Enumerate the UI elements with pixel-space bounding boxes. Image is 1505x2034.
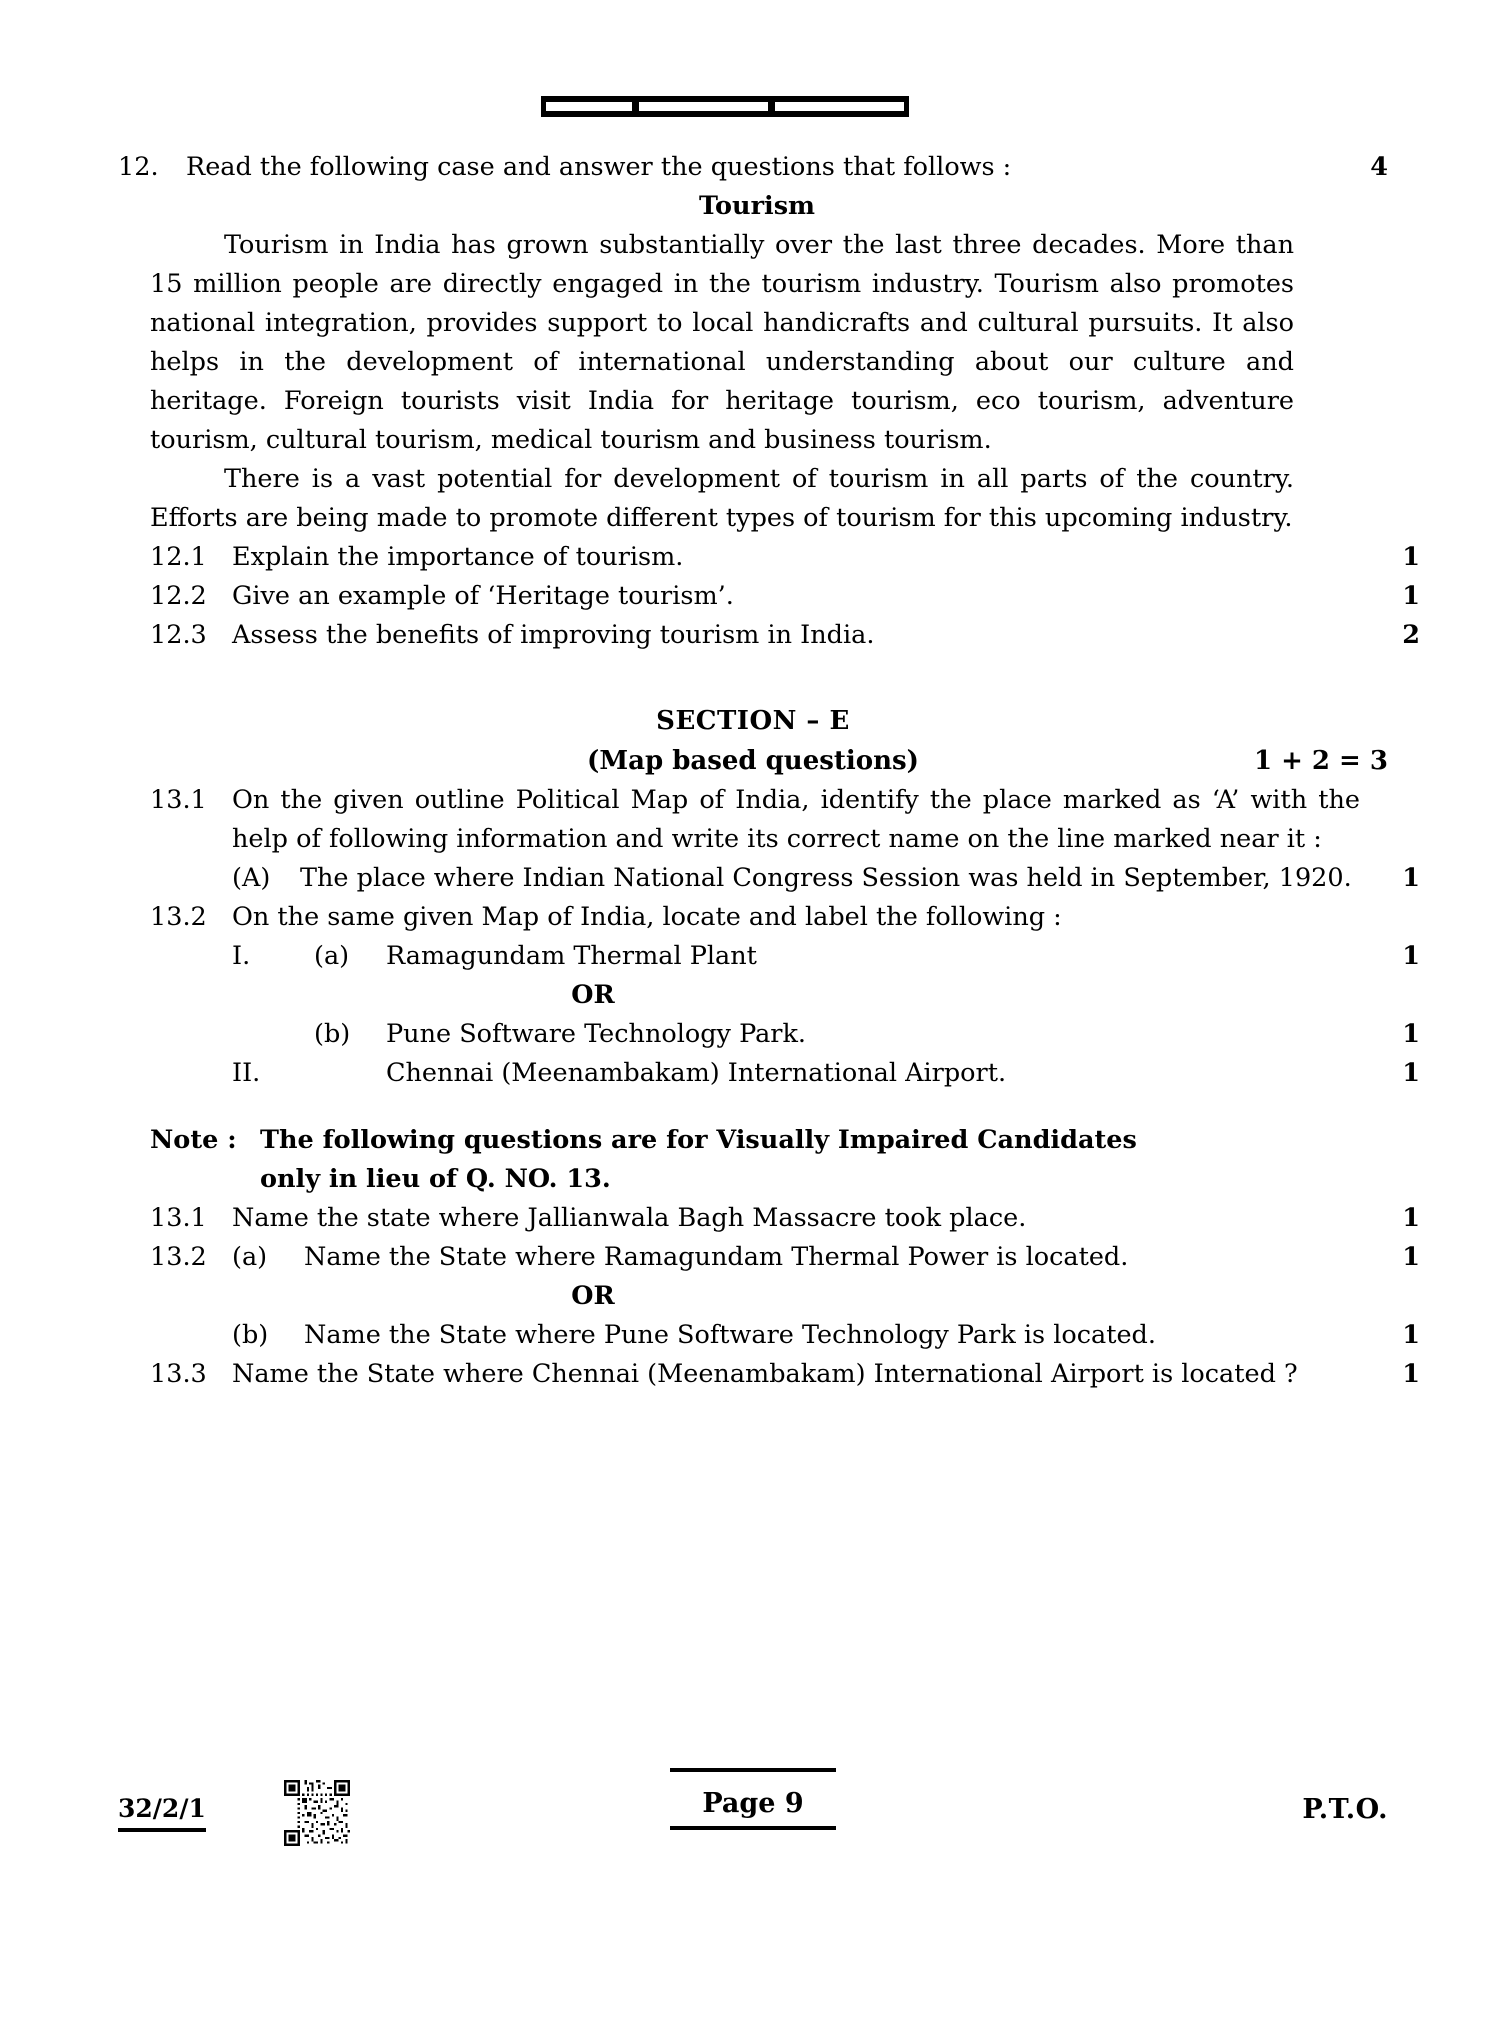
question-12-number: 12. bbox=[118, 152, 159, 182]
note-label: Note : bbox=[150, 1125, 237, 1155]
vi-question-13-1-marks: 1 bbox=[1402, 1203, 1420, 1233]
question-13-2-item-2-text: Chennai (Meenambakam) International Airport. bbox=[386, 1058, 1007, 1088]
question-12-2-row bbox=[150, 577, 1420, 616]
note-text-line-1: The following questions are for Visually Impaired Candidates bbox=[260, 1125, 1137, 1155]
question-12-3-marks: 2 bbox=[1402, 620, 1420, 650]
page-content bbox=[118, 148, 1420, 1394]
question-13-2-row bbox=[150, 898, 1420, 937]
question-13-2-item-letter-b: (b) bbox=[314, 1019, 351, 1049]
question-12-2-number: 12.2 bbox=[150, 581, 207, 611]
marker-segment-3 bbox=[775, 102, 904, 111]
question-13-1-item-a-row bbox=[150, 859, 1420, 898]
vi-question-13-2-letter-a: (a) bbox=[232, 1242, 268, 1272]
vi-question-13-1-number: 13.1 bbox=[150, 1203, 207, 1233]
question-13-1-row bbox=[150, 781, 1420, 859]
case-study-title: Tourism bbox=[698, 191, 816, 221]
vi-question-13-2-marks: 1 bbox=[1402, 1242, 1420, 1272]
question-13-2-item-2-row bbox=[150, 1054, 1420, 1093]
vi-question-13-3-text: Name the State where Chennai (Meenambakam) International Airport is located ? bbox=[232, 1359, 1298, 1389]
question-12-2-marks: 1 bbox=[1402, 581, 1420, 611]
question-12-stem-row bbox=[118, 148, 1388, 187]
question-13-1-number: 13.1 bbox=[150, 785, 207, 815]
note-spacer bbox=[118, 1093, 1388, 1121]
question-13-2-item-letter-a: (a) bbox=[314, 941, 350, 971]
vi-question-13-2-number: 13.2 bbox=[150, 1242, 207, 1272]
alignment-marker-bar bbox=[541, 96, 909, 117]
question-13-2-item-2-marks: 1 bbox=[1402, 1058, 1420, 1088]
vi-question-13-2b-row bbox=[150, 1316, 1420, 1355]
marker-segment-1 bbox=[546, 102, 632, 111]
vi-question-13-1-row bbox=[150, 1199, 1420, 1238]
question-12-1-text: Explain the importance of tourism. bbox=[232, 542, 684, 572]
question-12-3-row bbox=[150, 616, 1420, 655]
question-12-2-text: Give an example of ‘Heritage tourism’. bbox=[232, 581, 734, 611]
case-paragraph-1: Tourism in India has grown substantially over the last three decades. More than 15 million people are directly engaged in the tourism industry. Tourism also promotes national integration, provides support to local handicrafts and cultural pursuits. It also helps in the development of international understanding about our culture and heritage. Foreign tourists visit India for heritage tourism, eco tourism, adventure tourism, cultural tourism, medical tourism and business tourism. bbox=[150, 230, 1294, 455]
section-e-subheading-row bbox=[118, 741, 1388, 781]
question-13-2-item-1a-row bbox=[150, 937, 1420, 976]
question-13-2-item-1b-marks: 1 bbox=[1402, 1019, 1420, 1049]
question-13-2-item-roman-2: II. bbox=[232, 1058, 261, 1088]
question-13-1-item-a-marks: 1 bbox=[1402, 863, 1420, 893]
marker-divider-2 bbox=[768, 102, 775, 111]
section-spacer bbox=[118, 655, 1388, 701]
vi-question-13-3-marks: 1 bbox=[1402, 1359, 1420, 1389]
section-e-subheading: (Map based questions) bbox=[587, 746, 919, 776]
vi-question-13-2-text: Name the State where Ramagundam Thermal Power is located. bbox=[304, 1242, 1129, 1272]
vi-question-13-2b-marks: 1 bbox=[1402, 1320, 1420, 1350]
vi-question-13-2b-text: Name the State where Pune Software Technology Park is located. bbox=[304, 1320, 1156, 1350]
question-13-2-item-1b-text: Pune Software Technology Park. bbox=[386, 1019, 807, 1049]
question-13-2-text: On the same given Map of India, locate and label the following : bbox=[232, 902, 1062, 932]
question-12-1-number: 12.1 bbox=[150, 542, 207, 572]
question-13-2-item-roman-1: I. bbox=[232, 941, 251, 971]
case-title-row bbox=[118, 187, 1388, 226]
vi-question-13-3-row bbox=[150, 1355, 1420, 1394]
question-13-2-item-1a-text: Ramagundam Thermal Plant bbox=[386, 941, 757, 971]
vi-question-13-1-text: Name the state where Jallianwala Bagh Massacre took place. bbox=[232, 1203, 1027, 1233]
question-13-2-or-label: OR bbox=[571, 980, 615, 1010]
pto-label: P.T.O. bbox=[1302, 1794, 1388, 1825]
note-block-row bbox=[150, 1121, 1388, 1160]
section-e-heading: SECTION – E bbox=[656, 706, 850, 736]
vi-question-13-2b-letter: (b) bbox=[232, 1320, 269, 1350]
page-number: Page 9 bbox=[670, 1768, 835, 1830]
vi-question-13-3-number: 13.3 bbox=[150, 1359, 207, 1389]
question-13-2-item-1a-marks: 1 bbox=[1402, 941, 1420, 971]
note-text-line-2: only in lieu of Q. NO. 13. bbox=[260, 1164, 611, 1194]
marker-segment-2 bbox=[639, 102, 768, 111]
question-13-1-text: On the given outline Political Map of India, identify the place marked as ‘A’ with the help of following information and write its correct name on the line marked near it : bbox=[232, 785, 1360, 854]
question-12-1-marks: 1 bbox=[1402, 542, 1420, 572]
question-13-1-item-a-label: (A) bbox=[232, 863, 271, 893]
question-12-stem: Read the following case and answer the questions that follows : bbox=[186, 152, 1012, 182]
section-e-marks: 1 + 2 = 3 bbox=[1253, 746, 1388, 776]
page-number-wrap bbox=[118, 1768, 1388, 1830]
question-12-3-text: Assess the benefits of improving tourism in India. bbox=[232, 620, 875, 650]
question-12-3-number: 12.3 bbox=[150, 620, 207, 650]
question-13-1-item-a-text: The place where Indian National Congress Session was held in September, 1920. bbox=[300, 863, 1352, 893]
paper-code: 32/2/1 bbox=[118, 1794, 206, 1832]
question-12-marks: 4 bbox=[1370, 152, 1388, 182]
vi-question-13-2-row bbox=[150, 1238, 1420, 1277]
vi-or-label: OR bbox=[571, 1281, 615, 1311]
question-12-1-row bbox=[150, 538, 1420, 577]
question-13-2-number: 13.2 bbox=[150, 902, 207, 932]
marker-divider-1 bbox=[632, 102, 639, 111]
case-paragraph-2: There is a vast potential for development of tourism in all parts of the country. Efforts are being made to promote different types of tourism for this upcoming industry. bbox=[150, 464, 1294, 533]
page-footer bbox=[118, 1768, 1388, 1888]
question-13-2-item-1b-row bbox=[150, 1015, 1420, 1054]
